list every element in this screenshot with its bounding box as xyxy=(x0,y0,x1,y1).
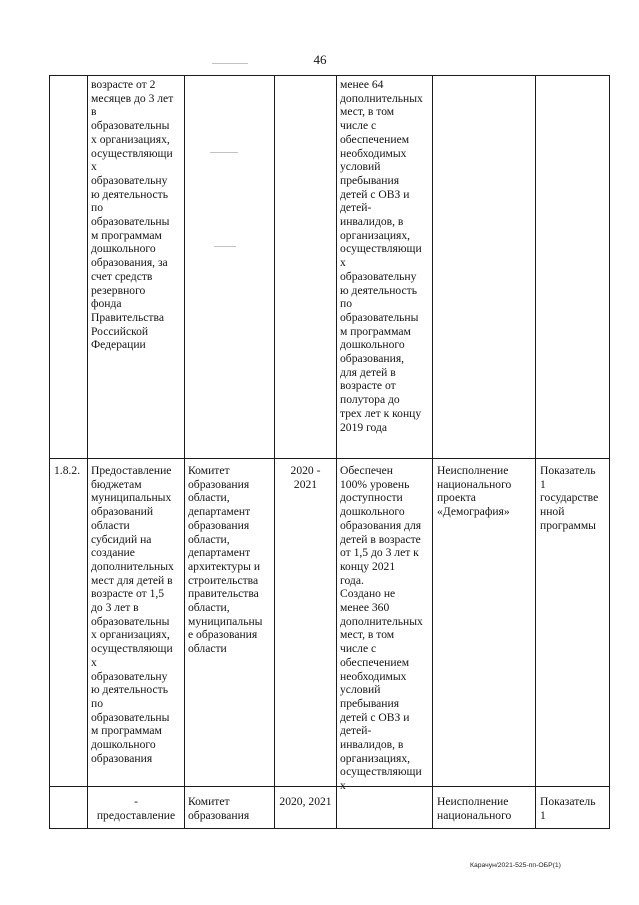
cell-next-name: - предоставление xyxy=(96,795,176,822)
cell-row-number: 1.8.2. xyxy=(54,464,81,477)
scan-mark xyxy=(214,246,236,247)
cell-next-period: 2020, 2021 xyxy=(279,795,332,808)
scan-mark xyxy=(210,152,238,153)
page-number: 46 xyxy=(313,52,327,67)
cell-indicator-link: Показатель 1 государстве нной программы xyxy=(540,464,599,532)
scan-mark xyxy=(212,63,248,64)
cell-continued-result: менее 64 дополнительных мест, в том числе с обеспечением необходимых условий пребывания детей с ОВЗ и детей- инвалидов, в организациях, осуществляющи х образовательну ю деятельность по образовательны м программам дошкольного образования, для детей в возрасте от полутора до трех лет к концу 2019 года xyxy=(340,78,423,434)
cell-executor: Комитет образования области, департамент образования области, департамент архитектуры и строительства правительства области, муниципальны е образования области xyxy=(188,464,263,656)
cell-measure-name: Предоставление бюджетам муниципальных образований области субсидий на создание дополнительных мест для детей в возрасте от 1,5 до 3 лет в образовательны х организациях, осуществляющи х образовательну ю деятельность по образовательны м программам дошкольного образования xyxy=(91,464,174,765)
document-code: Карачун/2021-525-пп-ОБР(1) xyxy=(470,862,561,869)
cell-next-risk: Неисполнение национального xyxy=(437,795,512,822)
cell-next-indicator-link: Показатель 1 xyxy=(540,795,596,822)
cell-expected-result: Обеспечен 100% уровень доступности дошкольного образования для детей в возрасте от 1,5 до 3 лет к концу 2021 года. Создано не менее 360 дополнительных мест, в том числе с обеспечением необходимых условий пребывания детей с ОВЗ и детей- инвалидов, в организациях, осуществляющи х xyxy=(340,464,423,793)
cell-period: 2020 - 2021 xyxy=(290,464,321,491)
cell-continued-name: возрасте от 2 месяцев до 3 лет в образовательны х организациях, осуществляющи х образовательну ю деятельность по образовательны м программам дошкольного образования, за счет средств резервного фонда Правительства Российской Федерации xyxy=(91,78,174,352)
cell-risk: Неисполнение национального проекта «Демография» xyxy=(437,464,512,519)
cell-next-executor: Комитет образования xyxy=(188,795,250,822)
